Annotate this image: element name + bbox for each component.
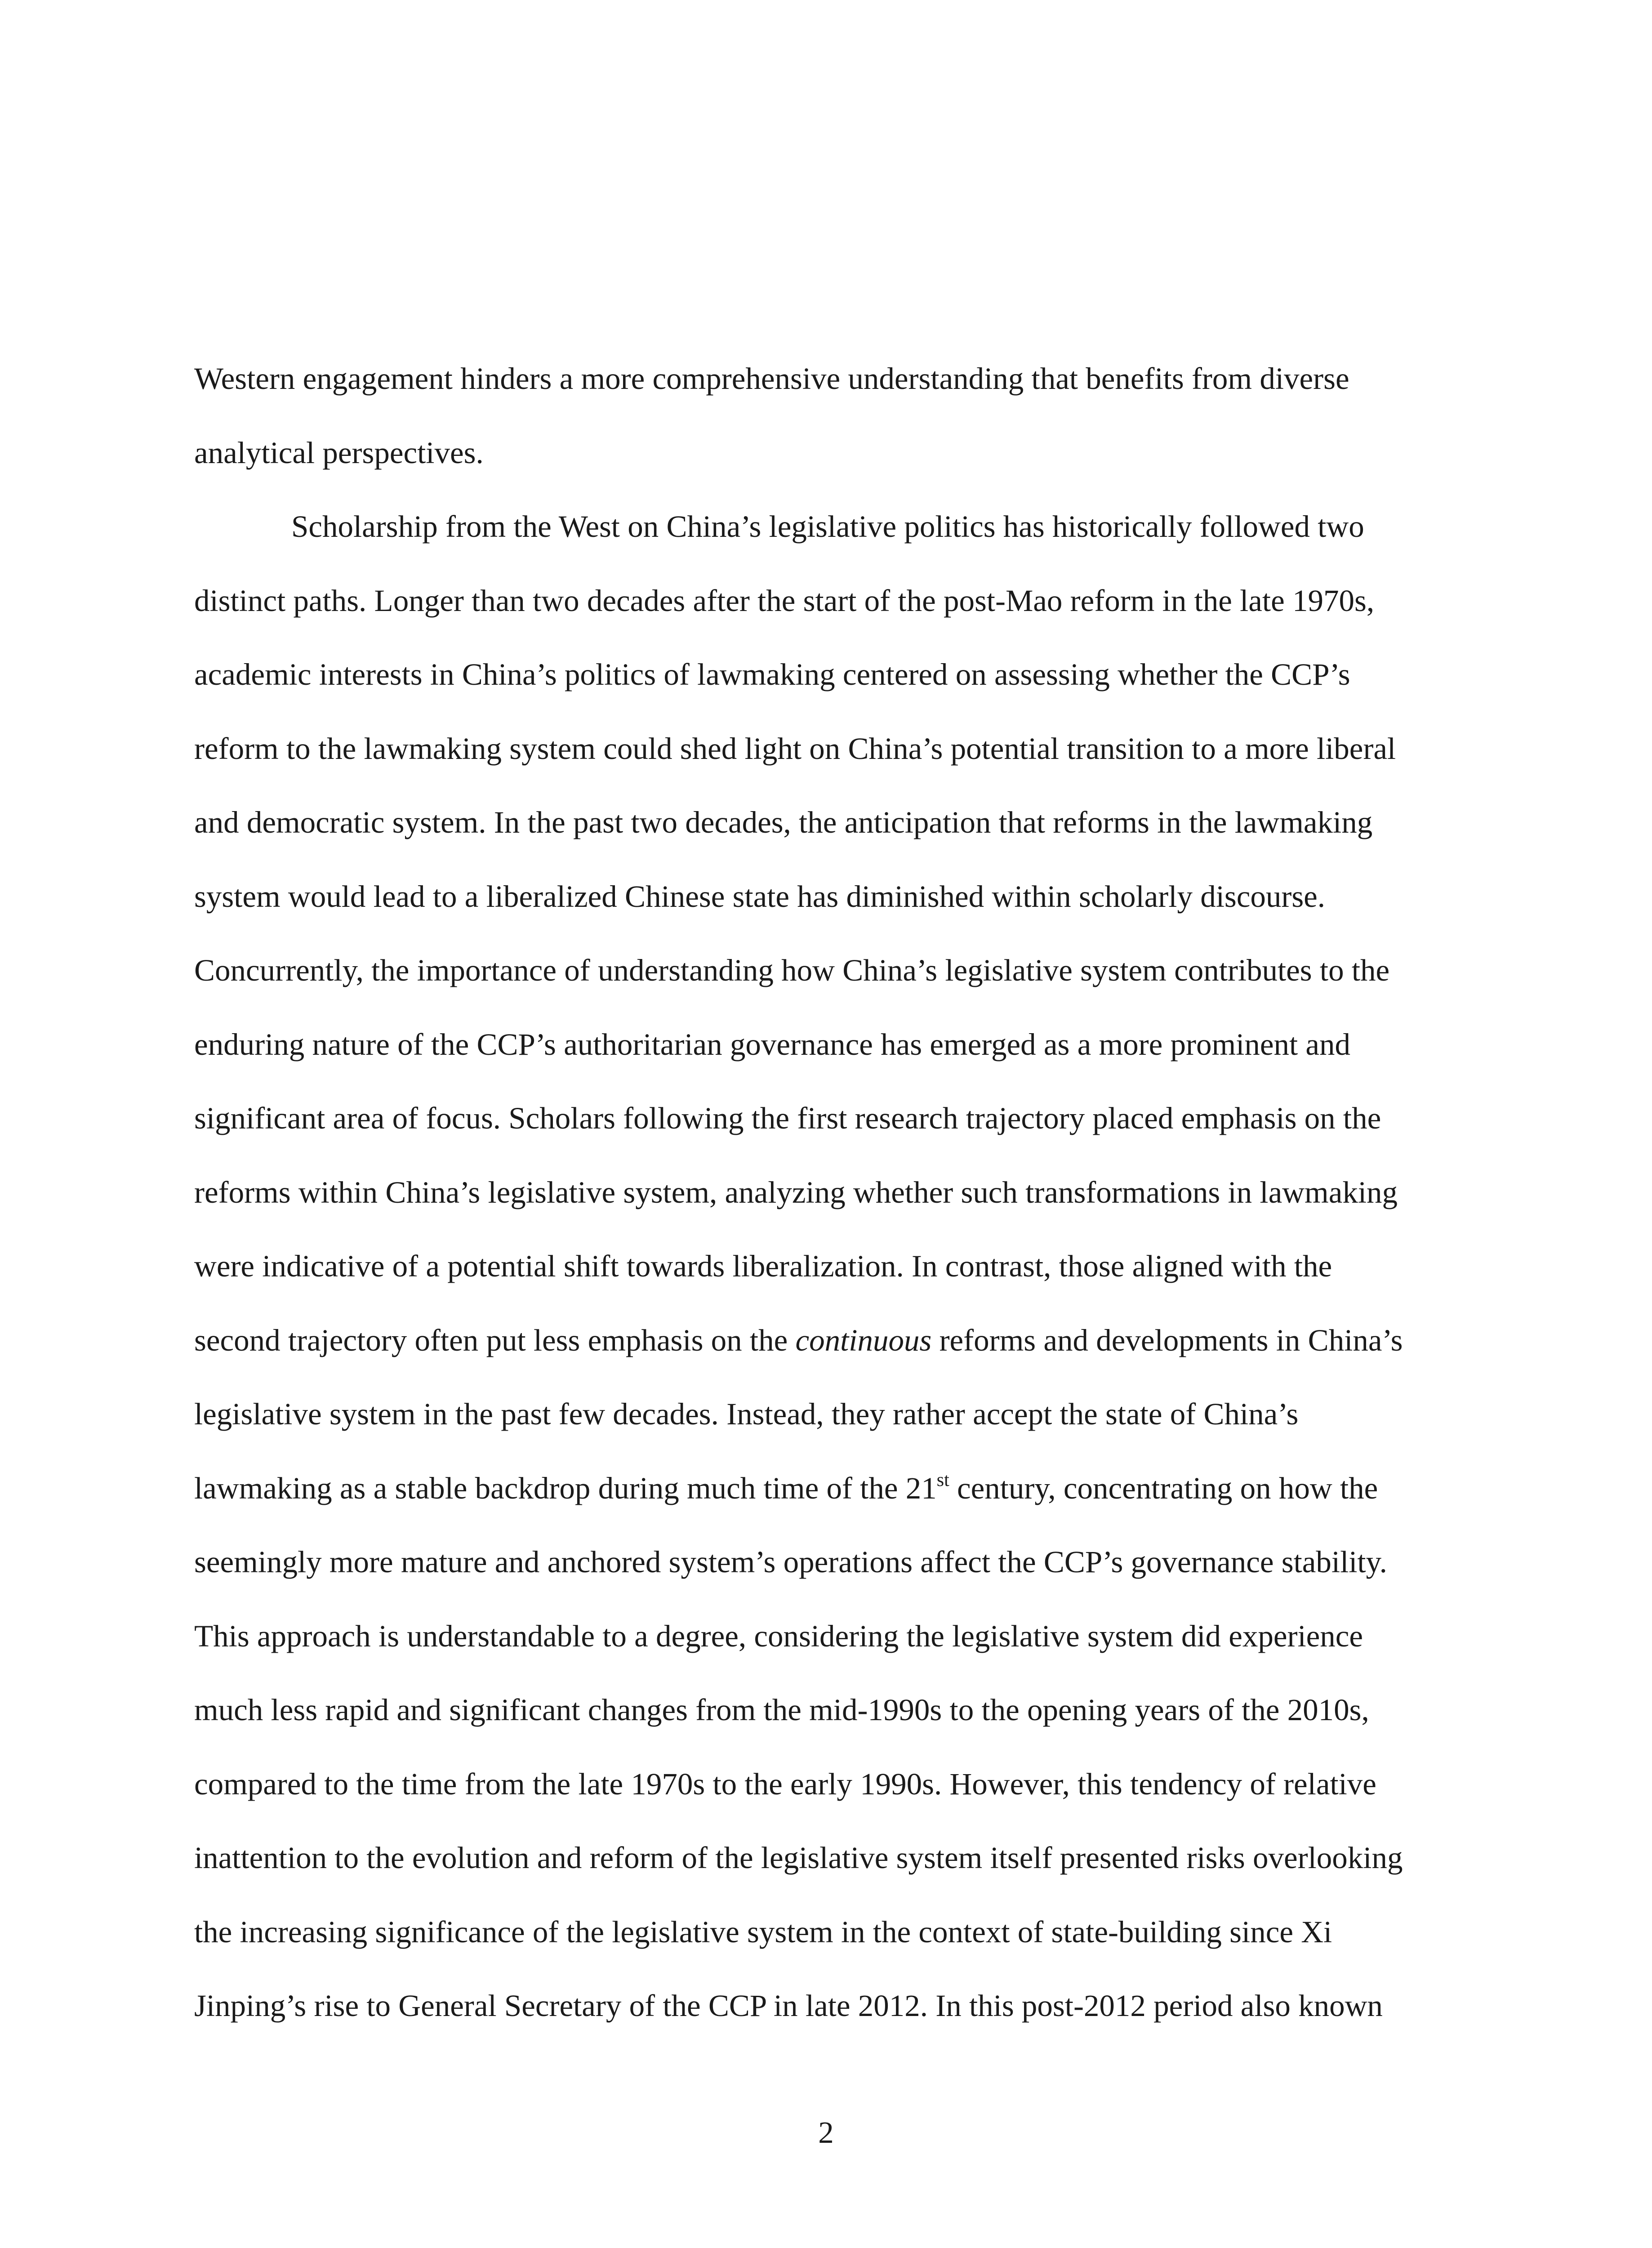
page-number: 2 bbox=[818, 2115, 834, 2150]
text-segment: second trajectory often put less emphasis on the bbox=[194, 1323, 796, 1357]
text-line: the increasing significance of the legislative system in the context of state-building since Xi bbox=[194, 1914, 1332, 1949]
text-segment: century, concentrating on how the bbox=[949, 1471, 1378, 1505]
text-segment: lawmaking as a stable backdrop during much time of the 21 bbox=[194, 1471, 937, 1505]
text-line: legislative system in the past few decades. Instead, they rather accept the state of China’s bbox=[194, 1397, 1299, 1431]
text-line: analytical perspectives. bbox=[194, 435, 484, 470]
text-line: much less rapid and significant changes from the mid-1990s to the opening years of the 2010s, bbox=[194, 1693, 1369, 1727]
text-segment: reforms and developments in China’s bbox=[931, 1323, 1403, 1357]
text-line-with-italic bbox=[194, 1303, 1453, 1378]
text-line: reforms within China’s legislative system, analyzing whether such transformations in lawmaking bbox=[194, 1175, 1398, 1209]
text-line: enduring nature of the CCP’s authoritarian governance has emerged as a more prominent and bbox=[194, 1027, 1351, 1062]
text-line: Concurrently, the importance of understanding how China’s legislative system contributes to the bbox=[194, 953, 1390, 987]
text-line-with-superscript bbox=[194, 1451, 1453, 1525]
text-line: academic interests in China’s politics of lawmaking centered on assessing whether the CCP’s bbox=[194, 657, 1350, 691]
text-line: significant area of focus. Scholars following the first research trajectory placed emphasis on the bbox=[194, 1101, 1381, 1135]
text-line: and democratic system. In the past two decades, the anticipation that reforms in the lawmaking bbox=[194, 805, 1373, 839]
text-line: reform to the lawmaking system could shed light on China’s potential transition to a more liberal bbox=[194, 731, 1396, 766]
text-line: were indicative of a potential shift towards liberalization. In contrast, those aligned with the bbox=[194, 1249, 1332, 1283]
text-line: Western engagement hinders a more comprehensive understanding that benefits from diverse bbox=[194, 361, 1349, 396]
text-line: Scholarship from the West on China’s legislative politics has historically followed two bbox=[291, 509, 1364, 544]
text-line: system would lead to a liberalized Chinese state has diminished within scholarly discourse. bbox=[194, 879, 1326, 914]
text-line: distinct paths. Longer than two decades after the start of the post-Mao reform in the late 1970s, bbox=[194, 583, 1375, 618]
text-line: seemingly more mature and anchored system’s operations affect the CCP’s governance stability. bbox=[194, 1545, 1387, 1579]
text-line: inattention to the evolution and reform of the legislative system itself presented risks overlooking bbox=[194, 1841, 1403, 1875]
italic-emphasis: continuous bbox=[795, 1323, 932, 1357]
text-line: Jinping’s rise to General Secretary of the CCP in late 2012. In this post-2012 period also known bbox=[194, 1989, 1383, 2023]
ordinal-superscript: st bbox=[936, 1469, 949, 1490]
text-line: This approach is understandable to a degree, considering the legislative system did experience bbox=[194, 1619, 1363, 1653]
text-line: compared to the time from the late 1970s to the early 1990s. However, this tendency of relative bbox=[194, 1766, 1376, 1801]
body-text bbox=[194, 342, 1453, 2043]
